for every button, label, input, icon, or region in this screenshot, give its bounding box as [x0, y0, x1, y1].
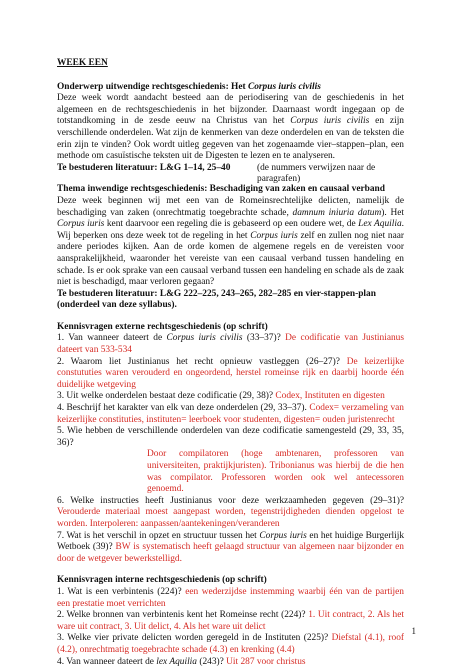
answer-ext-5: Door compilatoren (hoge ambtenaren, professoren van universiteiten, praktijkjuristen). Tribonianus was hierbij de die hen was compilator. Professoren worden ook wel antecessoren genoemd.: [147, 449, 404, 495]
section-external-subject: [57, 81, 404, 185]
page-number: 1: [411, 626, 416, 636]
answer-int-4: Uit 287 voor christus: [226, 656, 306, 667]
question-ext-5: 5. Wie hebben de verschillende onderdelen van deze codificatie samengesteld (29, 33, 35, 36)?: [57, 426, 404, 448]
question-ext-4: 4. Beschrijf het karakter van elk van deze onderdelen (29, 33–37). Codex= verzameling van keizerlijke constituties, instituten= leerboek voor studenten, digesten= ouden juristenrecht: [57, 403, 404, 425]
section-internal-theme: [57, 184, 404, 312]
answer-int-1: een wederzijdse instemming waarbij één van de partijen een prestatie moet verrichten: [57, 586, 404, 609]
answer-ext-7: BW is systematisch heeft gelaagd structuur van algemeen naar bijzonder en door de wetgever bewerkstelligd.: [57, 542, 404, 564]
answer-int-3: Diefstal (4.1), roof (4.2), onrechtmatig toegebrachte schade (4.3) en krenking (4.4): [57, 633, 404, 655]
internal-theme-heading: Thema inwendige rechtsgeschiedenis: Beschadiging van zaken en causaal verband: [57, 184, 385, 195]
question-ext-3: 3. Uit welke onderdelen bestaat deze codificatie (29, 38)? Codex, Instituten en digesten: [57, 391, 385, 402]
section-knowledge-internal: [57, 575, 404, 668]
question-ext-6: 6. Welke instructies heeft Justinianus voor deze werkzaamheden gegeven (29–31)? Verouderde materiaal moest aangepast worden, tegenstrijdigheden dienden opgelost te worden. Interpoleren: aanpassen/aantekeningen/veranderen: [57, 495, 404, 529]
internal-literature: Te bestuderen literatuur: L&G 222–225, 243–265, 282–285 en vier-stappen-plan (onderdeel van deze syllabus).: [57, 288, 376, 311]
question-int-4: 4. Van wanneer dateert de lex Aquilia (243)? Uit 287 voor christus: [57, 656, 306, 667]
question-ext-7: 7. Wat is het verschil in opzet en structuur tussen het Corpus iuris en het huidige Burgerlijk Wetboek (39)? BW is systematisch heeft gelaagd structuur van algemeen naar bijzonder en door de wetgever bewerkstelligd.: [57, 530, 405, 564]
knowledge-external-heading: Kennisvragen externe rechtsgeschiedenis (op schrift): [57, 321, 268, 332]
question-ext-1: 1. Van wanneer dateert de Corpus iuris civilis (33–37)? De codificatie van Justinianus dateert van 533-534: [57, 333, 405, 356]
answer-ext-4: Codex= verzameling van keizerlijke constituties, instituten= leerboek voor studenten, digesten= ouden juristenrecht: [57, 403, 404, 425]
question-int-3: 3. Welke vier private delicten worden geregeld in de Instituten (225)? Diefstal (4.1), roof (4.2), onrechtmatig toegebrachte schade (4.3) en krenking (4.4): [57, 633, 404, 655]
external-subject-text: Deze week wordt aandacht besteed aan de periodisering van de geschiedenis in het algemeen en de rechtsgeschiedenis in het bijzonder. Daarnaast wordt ingegaan op de totstandkoming in de zesde eeuw na Christus van het Corpus iuris civilis en zijn verschillende onderdelen. Wat zijn de kenmerken van deze onderdelen en van de teksten die erin zijn te vinden? Ook wordt uitleg gegeven van het zogenaamde vier–stappen–plan, een methode om casuïstische teksten uit de Digesten te lezen en te analyseren.: [57, 93, 404, 162]
external-subject-heading: Onderwerp uitwendige rechtsgeschiedenis: Het Corpus iuris civilis: [57, 81, 321, 92]
answer-int-2: 1. Uit contract, 2. Als het ware uit contract, 3. Uit delict, 4. Als het ware uit delict: [57, 610, 404, 632]
knowledge-internal-heading: Kennisvragen interne rechtsgeschiedenis (op schrift): [57, 575, 267, 586]
answer-ext-6: Verouderde materiaal moest aangepast worden, tegenstrijdigheden dienden opgelost te worden. Interpoleren: aanpassen/aantekeningen/veranderen: [57, 507, 404, 529]
external-literature: Te bestuderen literatuur: L&G 1–14, 25–40 (de nummers verwijzen naar de paragrafen): [57, 163, 404, 175]
question-int-1: 1. Wat is een verbintenis (224)? een wederzijdse instemming waarbij één van de partijen een prestatie moet verrichten: [57, 586, 404, 609]
section-knowledge-external: [57, 322, 404, 565]
answer-ext-1: De codificatie van Justinianus dateert van 533-534: [57, 333, 405, 356]
question-ext-2: 2. Waarom liet Justinianus het recht opnieuw vastleggen (26–27)? De keizerlijke constututies waren verouderd en ongeordend, herstel romeinse rijk en daarbij hoorde één duidelijke wetgeving: [57, 356, 405, 390]
question-int-2: 2. Welke bronnen van verbintenis kent het Romeinse recht (224)? 1. Uit contract, 2. Als het ware uit contract, 3. Uit delict, 4. Als het ware uit delict: [57, 610, 404, 632]
answer-ext-2: De keizerlijke constututies waren verouderd en ongeordend, herstel romeinse rijk en daarbij hoorde één duidelijke wetgeving: [57, 356, 405, 390]
literature-note: (de nummers verwijzen naar de paragrafen): [257, 162, 376, 185]
answer-ext-3: Codex, Instituten en digesten: [275, 391, 385, 402]
internal-theme-text: Deze week beginnen wij met een van de Romeinsrechtelijke delicten, namelijk de beschadiging van zaken (onrechtmatig toegebrachte schade, damnum iniuria datum). Het Corpus iuris kent daarvoor een regeling die is gebaseerd op een oudere wet, de Lex Aquilia. Wij beperken ons deze week tot de regeling in het Corpus iuris zelf en zullen nog niet naar andere periodes kijken. Aan de orde komen de algemene regels en de vereisten voor aansprakelijkheid, waaronder het vereiste van een causaal verband tussen handeling en schade. Is er ook sprake van een causaal verband tussen een handeling en schade als de zaak niet is beschadigd, maar verloren gegaan?: [57, 195, 405, 288]
week-title: WEEK EEN: [57, 58, 108, 68]
